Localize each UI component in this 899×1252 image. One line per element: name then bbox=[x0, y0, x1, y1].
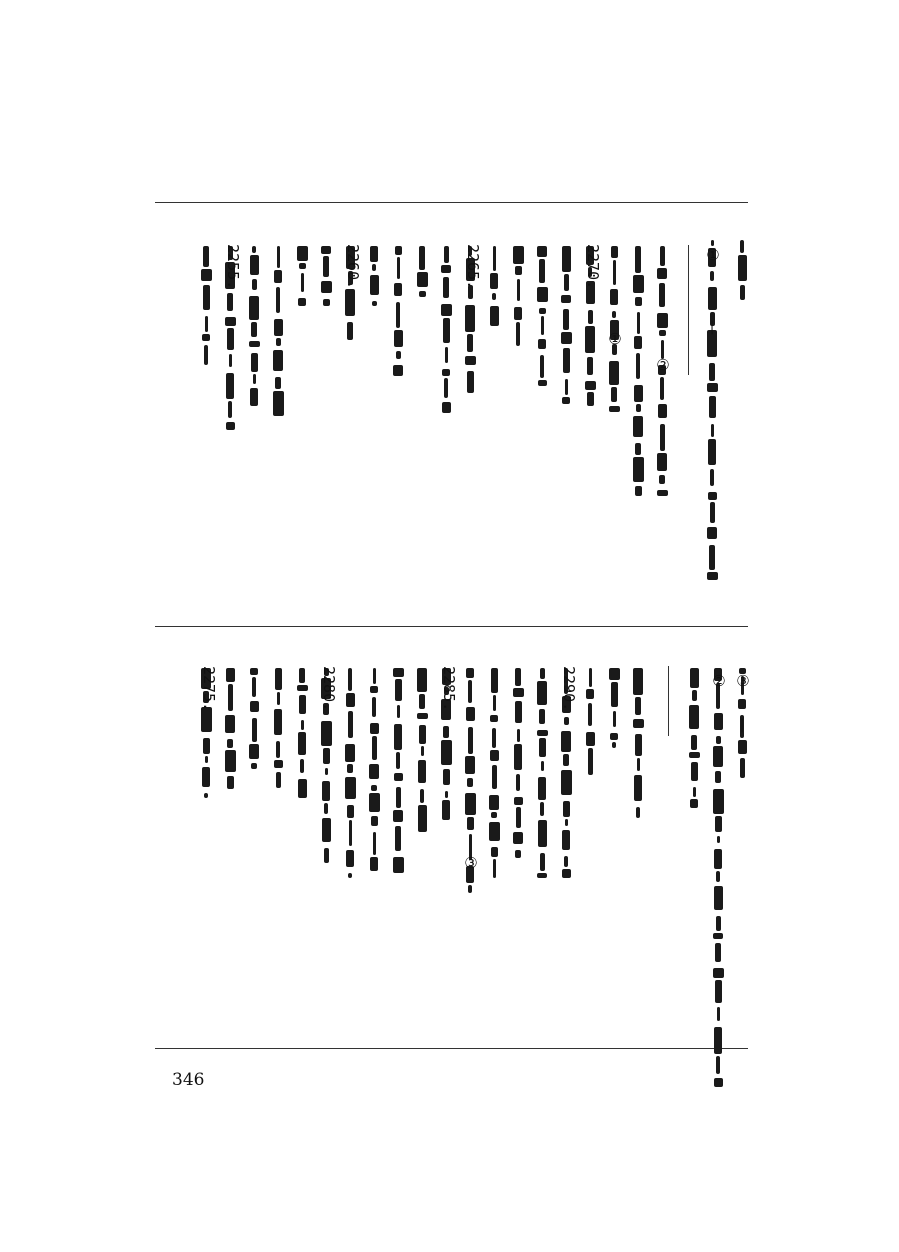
text-column bbox=[342, 668, 358, 878]
text-column bbox=[294, 668, 310, 798]
footnote-rule bbox=[688, 245, 689, 375]
text-column bbox=[390, 668, 406, 878]
line-number: 2270. bbox=[584, 244, 602, 290]
text-column bbox=[534, 668, 550, 878]
page-number: 346 bbox=[172, 1070, 205, 1090]
footnote-rule bbox=[668, 666, 669, 736]
line-number: 2265. bbox=[464, 244, 482, 290]
text-column bbox=[366, 668, 382, 878]
line-number: 2275. bbox=[200, 666, 218, 712]
line-number: 2290. bbox=[560, 666, 578, 712]
footnote-separator: — bbox=[734, 718, 752, 733]
text-column bbox=[318, 246, 334, 306]
text-column bbox=[366, 246, 382, 306]
footnote-separator: — bbox=[704, 320, 722, 335]
text-column bbox=[630, 246, 646, 496]
verse-marker: ③ bbox=[462, 854, 480, 872]
line-number: 2280. bbox=[320, 666, 338, 712]
footnote-marker-3: ③ bbox=[734, 672, 752, 690]
footnote-column-3 bbox=[686, 668, 702, 808]
top-rule bbox=[155, 202, 748, 203]
text-column bbox=[294, 246, 310, 306]
footnote-column-2 bbox=[710, 668, 726, 1038]
text-column bbox=[582, 668, 598, 778]
footnote-marker-2: ② bbox=[710, 672, 728, 690]
text-column bbox=[246, 668, 262, 778]
text-column bbox=[198, 246, 214, 366]
verse-marker: ② bbox=[654, 356, 672, 374]
footnote-marker-1: ① bbox=[704, 246, 722, 264]
text-column bbox=[270, 668, 286, 788]
line-number: 2255. bbox=[224, 244, 242, 290]
text-column bbox=[606, 668, 622, 748]
text-column bbox=[630, 668, 646, 818]
text-column bbox=[246, 246, 262, 406]
text-column bbox=[414, 668, 430, 838]
text-column bbox=[558, 246, 574, 406]
line-number: 2260. bbox=[344, 244, 362, 290]
text-column bbox=[438, 246, 454, 416]
text-column bbox=[414, 246, 430, 306]
text-column bbox=[270, 246, 286, 416]
text-column bbox=[486, 668, 502, 878]
text-column bbox=[534, 246, 550, 386]
bottom-rule bbox=[155, 1048, 748, 1049]
footnote-column-1 bbox=[704, 240, 720, 580]
text-column bbox=[510, 668, 526, 858]
verse-marker: ① bbox=[606, 330, 624, 348]
line-number: 2285. bbox=[440, 666, 458, 712]
text-column bbox=[510, 246, 526, 346]
footnote-column-2 bbox=[734, 240, 750, 300]
text-column bbox=[222, 668, 238, 798]
text-column bbox=[486, 246, 502, 326]
middle-rule bbox=[155, 626, 748, 627]
text-column bbox=[390, 246, 406, 376]
